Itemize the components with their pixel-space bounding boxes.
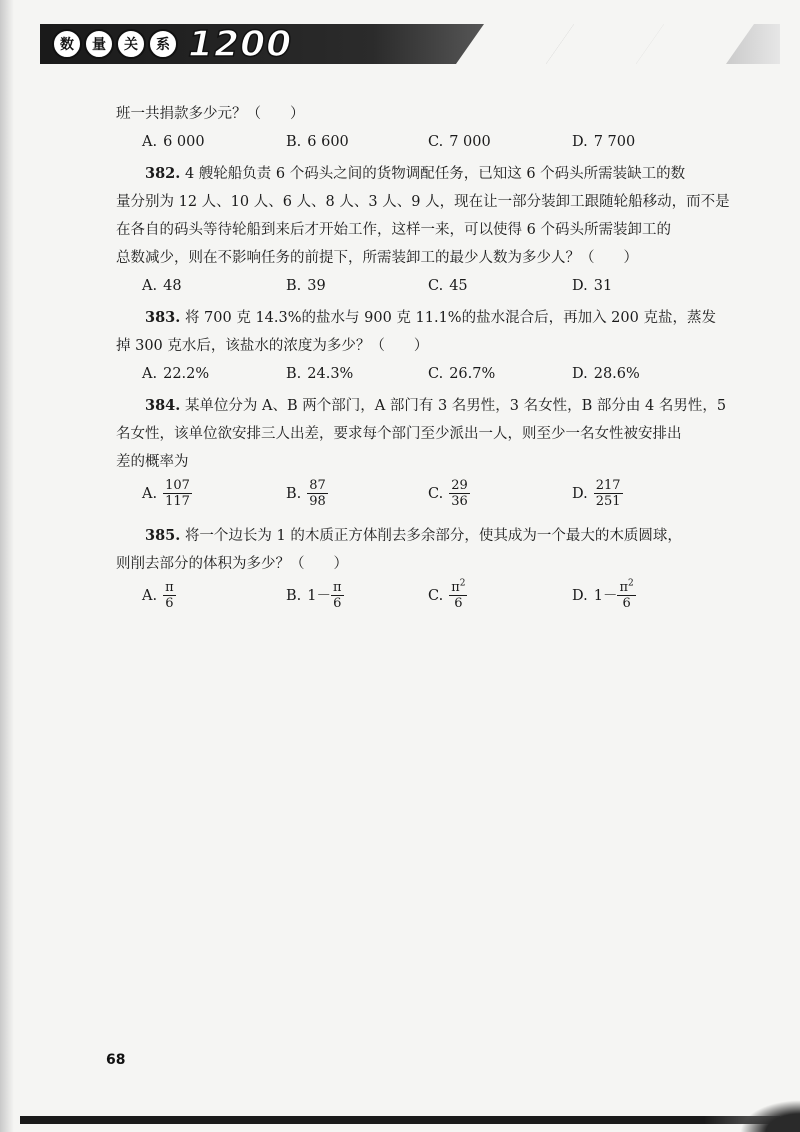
option-b	[286, 580, 344, 611]
option-a	[142, 272, 182, 300]
option-d	[572, 272, 612, 300]
option-c	[428, 478, 470, 509]
numerator	[449, 580, 467, 596]
question-text-line	[116, 304, 716, 332]
denominator: 6	[622, 596, 631, 611]
option-value: 7 700	[593, 134, 636, 150]
question-text-line: 班一共捐款多少元？（ ）	[116, 106, 305, 122]
option-d	[572, 360, 640, 388]
option-c	[428, 272, 468, 300]
question-text-line: 在各自的码头等待轮船到来后才开始工作，这样一来，可以使得 6 个码头所需装卸工的	[116, 222, 671, 238]
option-b	[286, 478, 328, 509]
option-row	[116, 360, 696, 388]
page-number: 68	[106, 1052, 126, 1068]
fraction	[449, 478, 470, 509]
numerator-base: π	[333, 580, 342, 595]
question-384	[116, 392, 727, 518]
option-label: B.	[286, 134, 302, 150]
option-value: 6 000	[163, 134, 205, 150]
bottom-bar	[20, 1116, 780, 1124]
option-value: 26.7%	[449, 366, 496, 382]
option-row	[116, 476, 696, 518]
numerator-exponent: 2	[459, 578, 466, 589]
option-value: 45	[449, 278, 468, 294]
numerator: 29	[451, 478, 468, 493]
numerator: 107	[165, 478, 190, 493]
numerator-base: π	[451, 580, 460, 595]
option-d	[572, 478, 623, 509]
question-385	[116, 522, 696, 620]
numerator	[617, 580, 635, 596]
question-text-line	[116, 160, 696, 188]
option-label: B.	[286, 485, 302, 502]
option-b	[286, 360, 353, 388]
fraction	[331, 580, 344, 611]
option-label: D.	[572, 134, 588, 150]
option-prefix: 1－	[593, 587, 618, 604]
numerator	[163, 580, 176, 596]
option-row	[116, 578, 696, 620]
fraction	[617, 580, 635, 611]
option-a	[142, 580, 176, 611]
question-number: 385.	[145, 527, 181, 544]
option-value: 6 600	[307, 134, 349, 150]
question-382	[116, 160, 730, 300]
logo-char: 量	[84, 29, 114, 59]
question-text-line: 量分别为 12 人、10 人、6 人、8 人、3 人、9 人，现在让一部分装卸工跟随轮船移动，而不是	[116, 194, 730, 210]
option-label: C.	[428, 134, 444, 150]
question-text-line: 差的概率为	[116, 454, 189, 470]
numerator-base: π	[165, 580, 174, 595]
option-value: 48	[163, 278, 182, 294]
logo-number: 1200	[188, 23, 293, 65]
page-gutter-shadow	[0, 0, 14, 1132]
numerator: 87	[309, 478, 326, 493]
fraction	[163, 478, 192, 509]
option-a	[142, 128, 205, 156]
question-text: 4 艘轮船负责 6 个码头之间的货物调配任务，已知这 6 个码头所需装缺工的数	[184, 166, 686, 182]
option-label: A.	[142, 366, 158, 382]
option-d	[572, 580, 636, 611]
option-c	[428, 580, 467, 611]
option-row	[116, 128, 696, 156]
question-number: 384.	[145, 397, 181, 414]
question-text: 某单位分为 A、B 两个部门，A 部门有 3 名男性，3 名女性，B 部分由 4 名男性，5	[184, 398, 727, 414]
fraction	[594, 478, 623, 509]
question-text: 将 700 克 14.3%的盐水与 900 克 11.1%的盐水混合后，再加入 200 克盐，蒸发	[184, 310, 716, 326]
option-label: A.	[142, 134, 158, 150]
option-a	[142, 478, 192, 509]
option-label: B.	[286, 366, 302, 382]
option-c	[428, 128, 491, 156]
numerator-base: π	[619, 580, 628, 595]
denominator: 6	[333, 596, 342, 611]
page-content	[116, 100, 730, 624]
option-value: 28.6%	[593, 366, 640, 382]
logo-char: 系	[148, 29, 178, 59]
denominator: 36	[451, 494, 468, 509]
question-383	[116, 304, 716, 388]
denominator: 6	[454, 596, 463, 611]
question-text: 将一个边长为 1 的木质正方体削去多余部分，使其成为一个最大的木质圆球，	[184, 528, 682, 544]
option-label: A.	[142, 587, 158, 604]
option-label: C.	[428, 485, 444, 502]
fraction	[307, 478, 328, 509]
question-number: 382.	[145, 165, 181, 182]
option-label: A.	[142, 278, 158, 294]
option-label: C.	[428, 278, 444, 294]
option-prefix: 1－	[307, 587, 331, 604]
option-label: D.	[572, 587, 588, 604]
question-number: 383.	[145, 309, 181, 326]
option-c	[428, 360, 495, 388]
option-label: C.	[428, 366, 444, 382]
numerator-exponent: 2	[628, 578, 634, 589]
book-logo	[52, 23, 293, 65]
option-label: B.	[286, 587, 302, 604]
logo-char: 数	[52, 29, 82, 59]
numerator: 217	[595, 478, 621, 493]
option-b	[286, 128, 349, 156]
option-value: 39	[307, 278, 326, 294]
question-text-line: 则削去部分的体积为多少？（ ）	[116, 556, 348, 572]
option-label: D.	[572, 485, 588, 502]
page-curl-shadow	[740, 1100, 800, 1132]
option-b	[286, 272, 326, 300]
option-row	[116, 272, 696, 300]
option-value: 7 000	[449, 134, 491, 150]
denominator: 6	[165, 596, 174, 611]
fraction	[163, 580, 176, 611]
option-label: D.	[572, 366, 588, 382]
question-text-line: 掉 300 克水后，该盐水的浓度为多少？（ ）	[116, 338, 429, 354]
question-text-line	[116, 392, 727, 420]
question-text-line: 名女性，该单位欲安排三人出差，要求每个部门至少派出一人，则至少一名女性被安排出	[116, 426, 682, 442]
denominator: 251	[595, 494, 621, 509]
denominator: 117	[165, 494, 190, 509]
question-text-line: 总数减少，则在不影响任务的前提下，所需装卸工的最少人数为多少人？（ ）	[116, 250, 638, 266]
fraction	[449, 580, 467, 611]
option-value: 31	[593, 278, 613, 294]
option-a	[142, 360, 209, 388]
option-label: D.	[572, 278, 588, 294]
option-value: 22.2%	[163, 366, 210, 382]
option-d	[572, 128, 635, 156]
option-label: B.	[286, 278, 302, 294]
logo-char: 关	[116, 29, 146, 59]
option-value: 24.3%	[307, 366, 354, 382]
option-label: C.	[428, 587, 444, 604]
option-label: A.	[142, 485, 158, 502]
denominator: 98	[309, 494, 326, 509]
question-text-line	[116, 522, 696, 550]
numerator	[331, 580, 344, 596]
